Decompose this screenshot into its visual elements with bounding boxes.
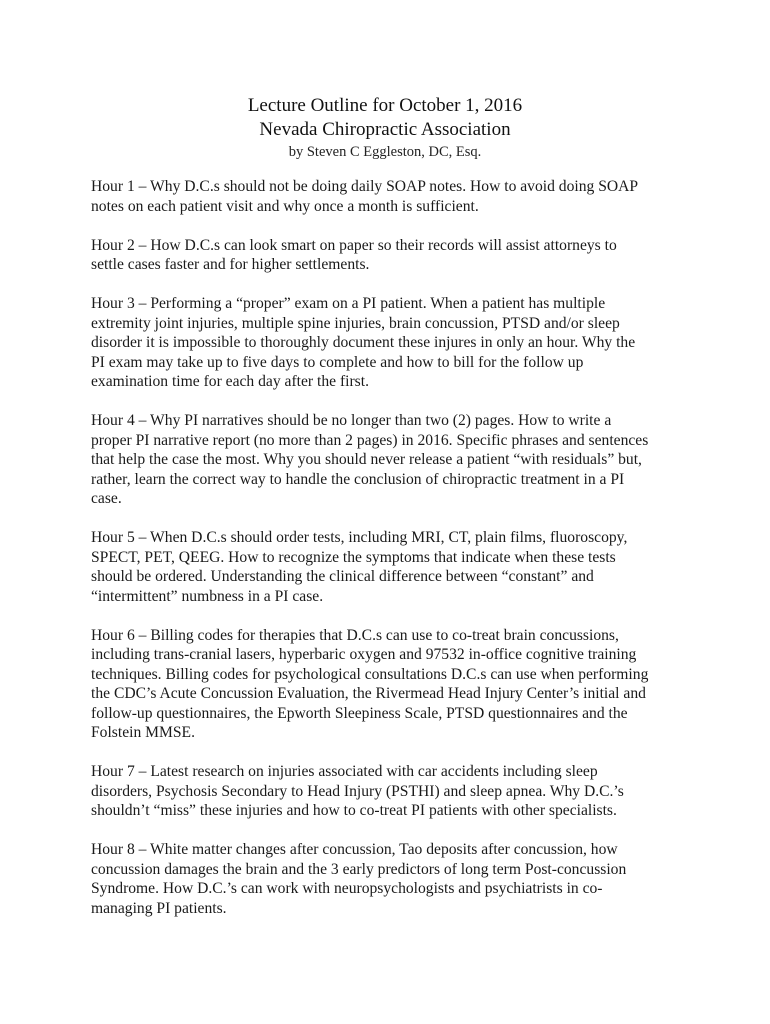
text-line: Hour 1 – Why D.C.s should not be doing daily SOAP notes. How to avoid doing SOAP <box>91 178 639 195</box>
text-line: Syndrome. How D.C.’s can work with neuropsychologists and psychiatrists in co- <box>91 880 603 897</box>
hour-8-paragraph <box>91 840 691 918</box>
text-line: Hour 3 – Performing a “proper” exam on a PI patient. When a patient has multiple <box>91 295 606 312</box>
text-line: Hour 5 – When D.C.s should order tests, including MRI, CT, plain films, fluoroscopy, <box>91 529 628 546</box>
hour-2-paragraph <box>91 236 691 275</box>
text-line: rather, learn the correct way to handle the conclusion of chiropractic treatment in a PI <box>91 470 625 488</box>
text-line: concussion damages the brain and the 3 early predictors of long term Post-concussion <box>91 860 627 878</box>
text-line: settle cases faster and for higher settlements. <box>91 256 370 273</box>
document-header <box>0 94 770 162</box>
organization-name: Nevada Chiropractic Association <box>259 119 511 140</box>
text-line: Hour 2 – How D.C.s can look smart on paper so their records will assist attorneys to <box>91 236 617 254</box>
hour-5-paragraph <box>91 528 691 606</box>
hour-7-paragraph <box>91 762 691 821</box>
hour-3-paragraph <box>91 294 691 392</box>
hour-1-paragraph <box>91 177 691 216</box>
text-line: proper PI narrative report (no more than 2 pages) in 2016. Specific phrases and sentences <box>91 431 649 449</box>
text-line: SPECT, PET, QEEG. How to recognize the symptoms that indicate when these tests <box>91 548 616 566</box>
text-line: managing PI patients. <box>91 899 227 917</box>
text-line: techniques. Billing codes for psychological consultations D.C.s can use when performing <box>91 665 649 683</box>
document-title: Lecture Outline for October 1, 2016 <box>247 95 523 116</box>
text-line: Hour 8 – White matter changes after concussion, Tao deposits after concussion, how <box>91 841 618 858</box>
text-line: Hour 7 – Latest research on injuries associated with car accidents including sleep <box>91 763 598 780</box>
text-line: extremity joint injuries, multiple spine injuries, brain concussion, PTSD and/or sleep <box>91 314 620 332</box>
hour-6-paragraph <box>91 626 691 743</box>
hour-4-paragraph <box>91 411 691 509</box>
text-line: including trans-cranial lasers, hyperbaric oxygen and 97532 in-office cognitive training <box>91 646 637 663</box>
text-line: Hour 6 – Billing codes for therapies that D.C.s can use to co-treat brain concussions, <box>91 626 619 644</box>
text-line: case. <box>91 490 122 507</box>
text-line: “intermittent” numbness in a PI case. <box>91 587 324 605</box>
lecture-outline-body <box>91 177 691 918</box>
text-line: should be ordered. Understanding the clinical difference between “constant” and <box>91 568 594 585</box>
text-line: examination time for each day after the first. <box>91 373 369 390</box>
text-line: disorder it is impossible to thoroughly document these injures in only an hour. Why the <box>91 334 636 351</box>
text-line: the CDC’s Acute Concussion Evaluation, the Rivermead Head Injury Center’s initial and <box>91 685 646 702</box>
text-line: PI exam may take up to five days to complete and how to bill for the follow up <box>91 353 584 371</box>
text-line: that help the case the most. Why you should never release a patient “with residuals” but, <box>91 451 642 468</box>
text-line: disorders, Psychosis Secondary to Head Injury (PSTHI) and sleep apnea. Why D.C.’s <box>91 782 624 800</box>
text-line: Folstein MMSE. <box>91 724 195 741</box>
text-line: follow-up questionnaires, the Epworth Sleepiness Scale, PTSD questionnaires and the <box>91 704 628 722</box>
author-byline: by Steven C Eggleston, DC, Esq. <box>288 144 482 160</box>
text-line: Hour 4 – Why PI narratives should be no longer than two (2) pages. How to write a <box>91 412 612 429</box>
text-line: shouldn’t “miss” these injuries and how to co-treat PI patients with other specialists. <box>91 802 617 819</box>
text-line: notes on each patient visit and why once a month is sufficient. <box>91 197 479 215</box>
